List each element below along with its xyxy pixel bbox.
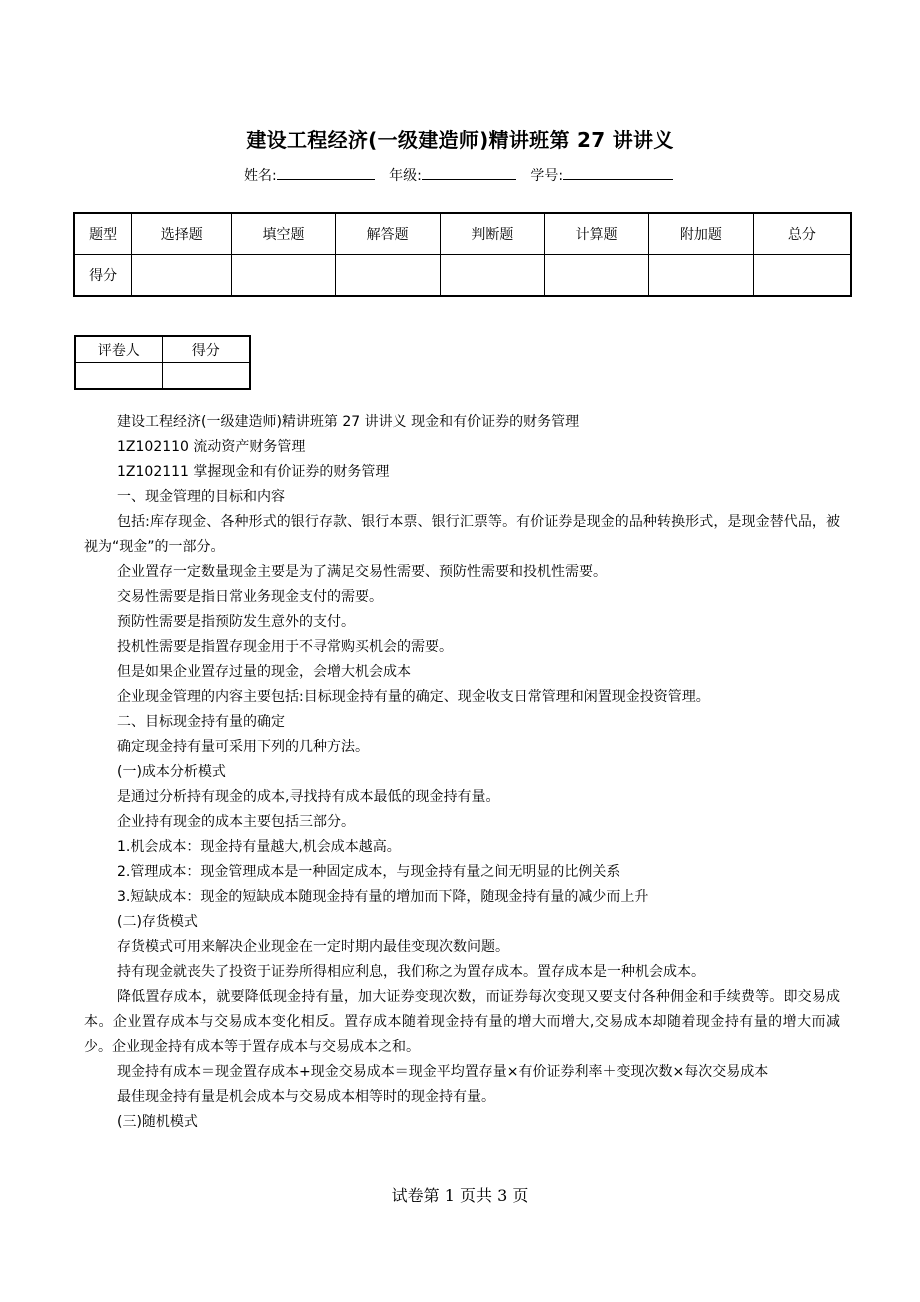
subsection-heading: (一)成本分析模式 [117,764,226,780]
paragraph: 降低置存成本，就要降低现金持有量，加大证券变现次数，而证券每次变现又要支付各种佣金和手续费等。即交易成本。企业置存成本与交易成本变化相反。置存成本随着现金持有量的增大而增大,交易成本却随着现金持有量的增大而减少。企业现金持有成本等于置存成本与交易成本之和。 [84,989,840,1055]
subsection-heading: (二)存货模式 [117,914,198,930]
document-title: 建设工程经济(一级建造师)精讲班第 27 讲讲义 [246,128,674,152]
paragraph: 确定现金持有量可采用下列的几种方法。 [117,739,369,755]
score-header-cell: 判断题 [440,213,545,255]
paragraph: 预防性需要是指预防发生意外的支付。 [117,614,355,630]
paragraph: 最佳现金持有量是机会成本与交易成本相等时的现金持有量。 [117,1089,495,1105]
score-table [73,212,852,297]
score-header-cell: 填空题 [232,213,336,255]
subsection-heading: (三)随机模式 [117,1114,198,1130]
paragraph: 持有现金就丧失了投资于证券所得相应利息，我们称之为置存成本。置存成本是一种机会成本。 [117,964,705,980]
score-cell[interactable] [545,255,649,297]
paragraph: 建设工程经济(一级建造师)精讲班第 27 讲讲义 现金和有价证券的财务管理 [117,414,580,430]
paragraph: 企业持有现金的成本主要包括三部分。 [117,814,355,830]
score-table-score-row [74,255,851,297]
paragraph: 包括:库存现金、各种形式的银行存款、银行本票、银行汇票等。有价证券是现金的品种转换形式，是现金替代品，被视为“现金”的一部分。 [84,514,840,555]
score-cell[interactable] [753,255,851,297]
score-header-cell: 题型 [74,213,132,255]
paragraph: 投机性需要是指置存现金用于不寻常购买机会的需要。 [117,639,453,655]
score-cell[interactable] [335,255,440,297]
score-header-cell: 选择题 [132,213,232,255]
paragraph: 企业现金管理的内容主要包括:目标现金持有量的确定、现金收支日常管理和闲置现金投资管理。 [117,689,710,705]
score-table-header-row [74,213,851,255]
grader-header-cell: 得分 [162,336,250,363]
grader-table [74,335,251,390]
paragraph: 企业置存一定数量现金主要是为了满足交易性需要、预防性需要和投机性需要。 [117,564,607,580]
name-field[interactable] [277,165,375,180]
grader-table-entry-row [75,363,250,390]
grader-cell[interactable] [162,363,250,390]
paragraph: 交易性需要是指日常业务现金支付的需要。 [117,589,383,605]
paragraph: 1Z102111 掌握现金和有价证券的财务管理 [117,464,390,480]
score-header-cell: 附加题 [648,213,753,255]
paragraph: 1Z102110 流动资产财务管理 [117,439,306,455]
score-cell[interactable] [232,255,336,297]
score-cell[interactable] [440,255,545,297]
score-header-cell: 总分 [753,213,851,255]
score-cell[interactable] [132,255,232,297]
score-cell[interactable] [648,255,753,297]
paragraph: 是通过分析持有现金的成本,寻找持有成本最低的现金持有量。 [117,789,500,805]
list-item: 3.短缺成本：现金的短缺成本随现金持有量的增加而下降，随现金持有量的减少而上升 [117,889,649,905]
student-id-label: 学号: [530,168,564,184]
formula-paragraph: 现金持有成本＝现金置存成本+现金交易成本＝现金平均置存量×有价证券利率＋变现次数×每次交易成本 [117,1064,769,1080]
grade-field[interactable] [422,165,516,180]
paragraph: 但是如果企业置存过量的现金，会增大机会成本 [117,664,411,680]
student-info-line [244,165,683,185]
page-footer: 试卷第 1 页共 3 页 [391,1186,529,1205]
score-row-label: 得分 [74,255,132,297]
grader-table-header-row [75,336,250,363]
grader-cell[interactable] [75,363,162,390]
grader-header-cell: 评卷人 [75,336,162,363]
section-heading: 一、现金管理的目标和内容 [117,489,285,505]
grade-label: 年级: [389,168,422,184]
section-heading: 二、目标现金持有量的确定 [117,714,285,730]
paragraph: 存货模式可用来解决企业现金在一定时期内最佳变现次数问题。 [117,939,509,955]
list-item: 1.机会成本：现金持有量越大,机会成本越高。 [117,839,401,855]
score-header-cell: 解答题 [335,213,440,255]
lecture-body [84,410,840,1135]
name-label: 姓名: [244,168,277,184]
list-item: 2.管理成本：现金管理成本是一种固定成本，与现金持有量之间无明显的比例关系 [117,864,621,880]
score-header-cell: 计算题 [545,213,649,255]
student-id-field[interactable] [563,165,673,180]
